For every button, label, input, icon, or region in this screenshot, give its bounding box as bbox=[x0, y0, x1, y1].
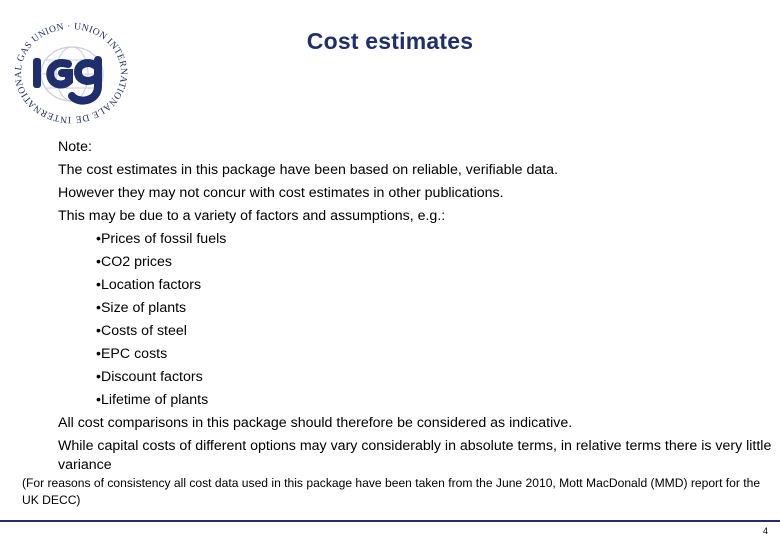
logo-ring-text: INTERNATIONAL GAS UNION · UNION INTERNATIONALE DE bbox=[12, 22, 130, 126]
factor-item: •Location factors bbox=[96, 277, 202, 293]
factor-item: •Costs of steel bbox=[96, 323, 187, 339]
factor-item: •Size of plants bbox=[96, 300, 187, 316]
factor-item: •Prices of fossil fuels bbox=[96, 231, 227, 247]
note-body bbox=[58, 136, 774, 475]
note-intro-line-1: The cost estimates in this package have been based on reliable, verifiable data. bbox=[58, 162, 559, 178]
factor-item: •Lifetime of plants bbox=[96, 392, 209, 408]
factor-item: •EPC costs bbox=[96, 346, 168, 362]
note-conclusion: All cost comparisons in this package should therefore be considered as indicative. bbox=[58, 415, 573, 431]
note-variance: While capital costs of different options may vary considerably in absolute terms, in relative terms there is very little variance bbox=[58, 438, 772, 473]
page-title: Cost estimates bbox=[306, 28, 474, 54]
note-intro-line-2: However they may not concur with cost estimates in other publications. bbox=[58, 185, 504, 201]
note-heading: Note: bbox=[58, 139, 92, 155]
factor-item: •Discount factors bbox=[96, 369, 203, 385]
footnote: (For reasons of consistency all cost data used in this package have been taken from the June 2010, Mott MacDonald (MMD) report for the UK DECC) bbox=[22, 476, 761, 507]
factor-item: •CO2 prices bbox=[96, 254, 172, 270]
footer-divider bbox=[0, 520, 780, 522]
page-number: 4 bbox=[762, 526, 768, 536]
note-intro-line-3: This may be due to a variety of factors and assumptions, e.g.: bbox=[58, 208, 446, 224]
